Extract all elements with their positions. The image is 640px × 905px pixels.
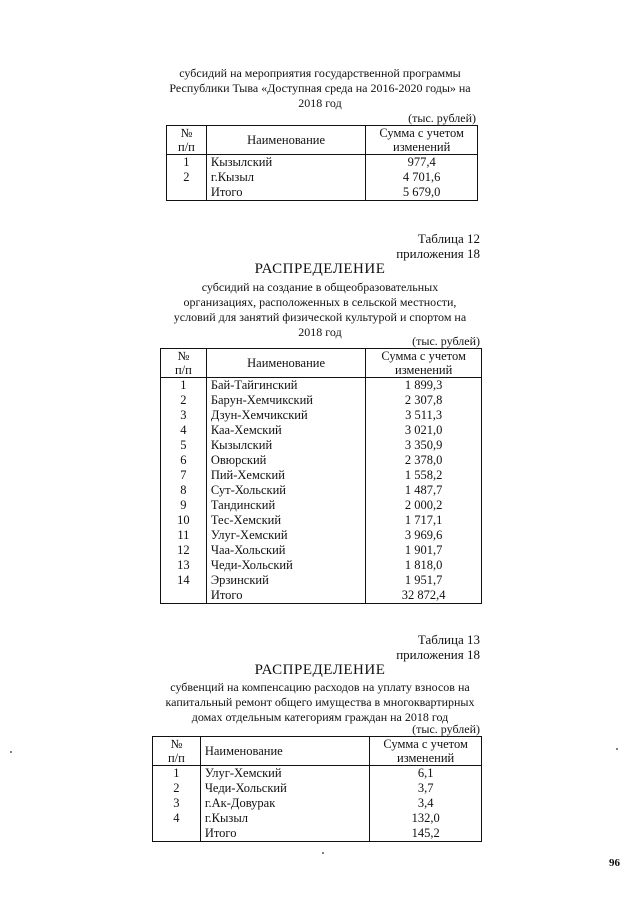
cell-num: 2: [153, 781, 201, 796]
cell-num: 4: [153, 811, 201, 826]
cell-value: 132,0: [370, 811, 482, 826]
table-row: [153, 811, 482, 826]
cell-value: 1 717,1: [366, 513, 482, 528]
header-name: Наименование: [206, 349, 366, 378]
table-row: [161, 573, 482, 588]
cell-value: 3 969,6: [366, 528, 482, 543]
cell-num: 1: [153, 766, 201, 782]
cell-num: 7: [161, 468, 207, 483]
cell-value: 1 487,7: [366, 483, 482, 498]
caption-line: субвенций на компенсацию расходов на уплату взносов на: [170, 680, 470, 694]
table-body: [167, 155, 478, 201]
cell-name: Чеди-Хольский: [206, 558, 366, 573]
table-row: [161, 468, 482, 483]
cell-num: 8: [161, 483, 207, 498]
scan-speck: [322, 852, 324, 854]
table-row: [161, 528, 482, 543]
caption-line: Республики Тыва «Доступная среда на 2016-2020 годы» на: [169, 81, 471, 95]
scan-speck: [616, 748, 618, 750]
cell-num: 2: [161, 393, 207, 408]
cell-num: 9: [161, 498, 207, 513]
cell-num: [153, 826, 201, 842]
header-num: № п/п: [161, 349, 207, 378]
table-row: [161, 498, 482, 513]
header-sum: Сумма с учетом изменений: [366, 349, 482, 378]
cell-name: Бай-Тайгинский: [206, 378, 366, 394]
table-body: [153, 766, 482, 842]
table-row: [167, 185, 478, 201]
table-row: [161, 393, 482, 408]
scan-speck: [10, 751, 12, 753]
cell-num: 6: [161, 453, 207, 468]
table-row: [167, 155, 478, 171]
cell-name: Кызылский: [206, 155, 365, 171]
header-sum: Сумма с учетом изменений: [366, 126, 478, 155]
header-num: № п/п: [167, 126, 207, 155]
cell-name: Тес-Хемский: [206, 513, 366, 528]
appendix-label: приложения 18: [396, 246, 480, 261]
cell-num: 5: [161, 438, 207, 453]
cell-name: Овюрский: [206, 453, 366, 468]
table-body: [161, 378, 482, 604]
table-row: [153, 796, 482, 811]
cell-value: 3 511,3: [366, 408, 482, 423]
cell-name: Чаа-Хольский: [206, 543, 366, 558]
caption-line: условий для занятий физической культурой и спортом на: [173, 310, 467, 324]
table-row: [161, 513, 482, 528]
cell-name: г.Кызыл: [206, 170, 365, 185]
table-row: [153, 766, 482, 782]
cell-name: Эрзинский: [206, 573, 366, 588]
cell-value: 1 899,3: [366, 378, 482, 394]
table-section1: [166, 125, 478, 201]
table-row: [161, 543, 482, 558]
cell-num: 11: [161, 528, 207, 543]
cell-value: 3,4: [370, 796, 482, 811]
cell-value: 3 021,0: [366, 423, 482, 438]
appendix-label: приложения 18: [396, 647, 480, 662]
cell-num: 14: [161, 573, 207, 588]
table-header-row: [167, 126, 478, 155]
cell-value: 2 378,0: [366, 453, 482, 468]
table-row: [161, 378, 482, 394]
cell-name: Сут-Хольский: [206, 483, 366, 498]
caption-line: капитальный ремонт общего имущества в многоквартирных: [165, 695, 475, 709]
cell-num: 3: [153, 796, 201, 811]
cell-value: 3 350,9: [366, 438, 482, 453]
cell-value: 1 951,7: [366, 573, 482, 588]
caption-line: 2018 год: [298, 96, 342, 110]
cell-num: [167, 185, 207, 201]
cell-value: 3,7: [370, 781, 482, 796]
cell-value: 32 872,4: [366, 588, 482, 604]
caption-line: организациях, расположенных в сельской местности,: [183, 295, 457, 309]
units-label: (тыс. рублей): [412, 722, 480, 736]
table-label: Таблица 12: [417, 231, 480, 246]
table-section2: [160, 348, 482, 604]
cell-num: [161, 588, 207, 604]
table-row: [161, 588, 482, 604]
page-number: 96: [609, 857, 620, 869]
cell-name: Барун-Хемчикский: [206, 393, 366, 408]
table-header-row: [161, 349, 482, 378]
table-row: [167, 170, 478, 185]
table-row: [153, 781, 482, 796]
cell-num: 1: [167, 155, 207, 171]
table-row: [153, 826, 482, 842]
table-section3: [152, 736, 482, 842]
cell-value: 1 901,7: [366, 543, 482, 558]
table-row: [161, 483, 482, 498]
cell-name: Итого: [206, 185, 365, 201]
cell-name: Итого: [206, 588, 366, 604]
cell-value: 1 818,0: [366, 558, 482, 573]
header-sum: Сумма с учетом изменений: [370, 737, 482, 766]
table-row: [161, 423, 482, 438]
cell-value: 2 000,2: [366, 498, 482, 513]
header-name: Наименование: [200, 737, 369, 766]
cell-name: Каа-Хемский: [206, 423, 366, 438]
cell-num: 3: [161, 408, 207, 423]
cell-name: Итого: [200, 826, 369, 842]
table-label: Таблица 13: [417, 632, 480, 647]
cell-value: 977,4: [366, 155, 478, 171]
cell-name: Улуг-Хемский: [206, 528, 366, 543]
table-row: [161, 438, 482, 453]
cell-num: 4: [161, 423, 207, 438]
cell-name: Пий-Хемский: [206, 468, 366, 483]
cell-name: Улуг-Хемский: [200, 766, 369, 782]
cell-num: 12: [161, 543, 207, 558]
table-header-row: [153, 737, 482, 766]
cell-name: г.Кызыл: [200, 811, 369, 826]
cell-value: 6,1: [370, 766, 482, 782]
section3-heading: РАСПРЕДЕЛЕНИЕ: [254, 662, 386, 678]
cell-name: г.Ак-Довурак: [200, 796, 369, 811]
section1-caption: [150, 66, 490, 111]
cell-name: Тандинский: [206, 498, 366, 513]
cell-num: 13: [161, 558, 207, 573]
table-row: [161, 408, 482, 423]
section2-labels: [340, 231, 480, 261]
section3-labels: [340, 632, 480, 662]
cell-num: 1: [161, 378, 207, 394]
cell-value: 145,2: [370, 826, 482, 842]
cell-num: 2: [167, 170, 207, 185]
cell-value: 4 701,6: [366, 170, 478, 185]
cell-value: 5 679,0: [366, 185, 478, 201]
caption-line: субсидий на мероприятия государственной программы: [179, 66, 461, 80]
header-num: № п/п: [153, 737, 201, 766]
section2-heading: РАСПРЕДЕЛЕНИЕ: [254, 261, 386, 277]
cell-num: 10: [161, 513, 207, 528]
cell-name: Кызылский: [206, 438, 366, 453]
section2-caption: [150, 280, 490, 340]
caption-line: субсидий на создание в общеобразовательных: [201, 280, 439, 294]
table-row: [161, 453, 482, 468]
cell-value: 2 307,8: [366, 393, 482, 408]
cell-value: 1 558,2: [366, 468, 482, 483]
table-row: [161, 558, 482, 573]
units-label: (тыс. рублей): [412, 334, 480, 348]
section3-caption: [150, 680, 490, 725]
cell-name: Дзун-Хемчикский: [206, 408, 366, 423]
units-label: (тыс. рублей): [408, 111, 476, 125]
cell-name: Чеди-Хольский: [200, 781, 369, 796]
header-name: Наименование: [206, 126, 365, 155]
caption-line: домах отдельным категориям граждан на 2018 год: [191, 710, 449, 724]
caption-line: 2018 год: [298, 325, 342, 339]
